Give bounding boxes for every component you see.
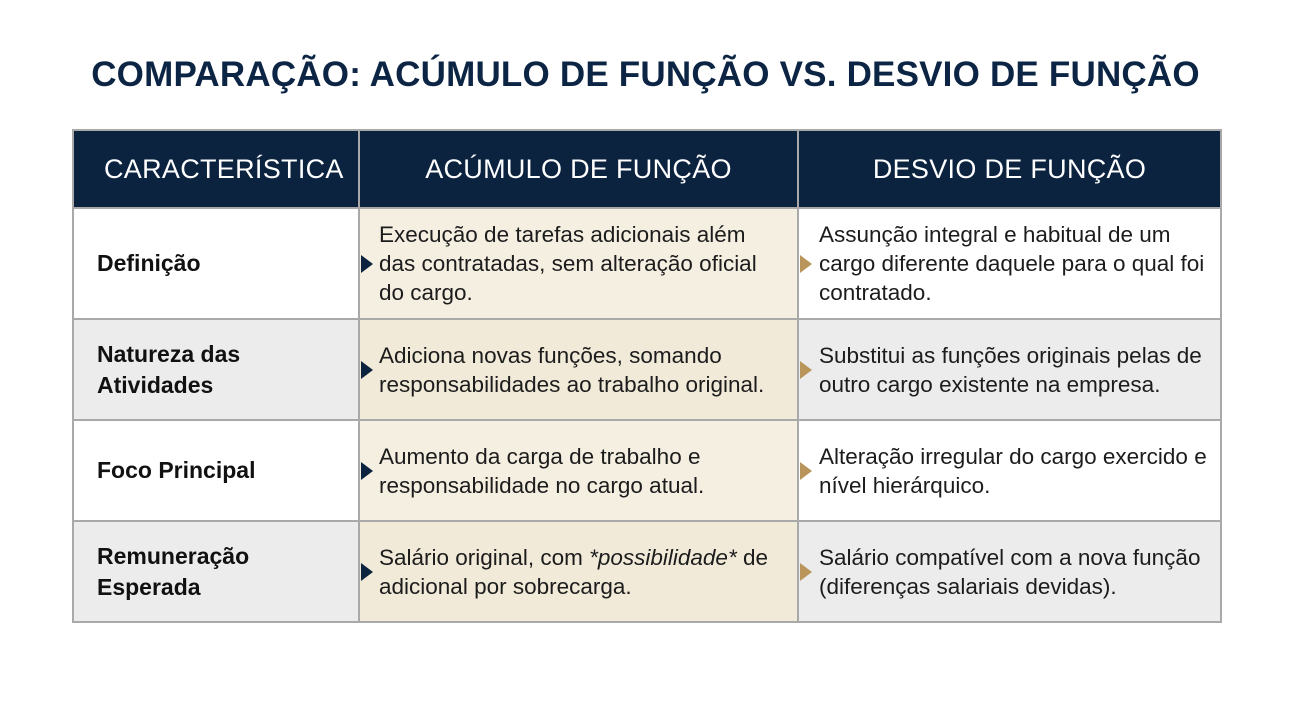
navy-triangle-marker-icon (361, 563, 373, 581)
gold-triangle-marker-icon (800, 361, 812, 379)
acumulo-cell (359, 521, 798, 622)
desvio-text: Alteração irregular do cargo exercido e nível hierárquico. (819, 443, 1207, 498)
page-title: COMPARAÇÃO: ACÚMULO DE FUNÇÃO VS. DESVIO DE FUNÇÃO (91, 55, 1200, 94)
desvio-cell (798, 420, 1221, 521)
acumulo-text: Salário original, com *possibilidade* de adicional por sobrecarga. (379, 544, 768, 599)
acumulo-cell (359, 208, 798, 319)
header-acumulo: ACÚMULO DE FUNÇÃO (359, 130, 798, 208)
row-label-remuneracao: Remuneração Esperada (73, 521, 359, 622)
gold-triangle-marker-icon (800, 462, 812, 480)
table-row (73, 319, 1221, 420)
table-row (73, 521, 1221, 622)
header-characteristic: CARACTERÍSTICA (73, 130, 359, 208)
emphasis-text: *possibilidade* (589, 544, 737, 570)
row-label-natureza: Natureza das Atividades (73, 319, 359, 420)
gold-triangle-marker-icon (800, 563, 812, 581)
desvio-text: Substitui as funções originais pelas de outro cargo existente na empresa. (819, 342, 1202, 397)
desvio-cell (798, 521, 1221, 622)
desvio-cell (798, 208, 1221, 319)
navy-triangle-marker-icon (361, 361, 373, 379)
desvio-text: Salário compatível com a nova função (diferenças salariais devidas). (819, 544, 1201, 599)
header-desvio: DESVIO DE FUNÇÃO (798, 130, 1221, 208)
table-row (73, 208, 1221, 319)
navy-triangle-marker-icon (361, 462, 373, 480)
acumulo-text: Adiciona novas funções, somando responsabilidades ao trabalho original. (379, 342, 765, 397)
navy-triangle-marker-icon (361, 255, 373, 273)
comparison-table (72, 129, 1222, 623)
acumulo-text: Aumento da carga de trabalho e responsabilidade no cargo atual. (379, 443, 705, 498)
table-row (73, 420, 1221, 521)
desvio-text: Assunção integral e habitual de um cargo diferente daquele para o qual foi contratado. (819, 222, 1205, 305)
acumulo-cell (359, 420, 798, 521)
gold-triangle-marker-icon (800, 255, 812, 273)
acumulo-cell (359, 319, 798, 420)
table-header-row (73, 130, 1221, 208)
desvio-cell (798, 319, 1221, 420)
row-label-foco: Foco Principal (73, 420, 359, 521)
row-label-definicao: Definição (73, 208, 359, 319)
acumulo-text: Execução de tarefas adicionais além das contratadas, sem alteração oficial do cargo. (379, 222, 757, 305)
